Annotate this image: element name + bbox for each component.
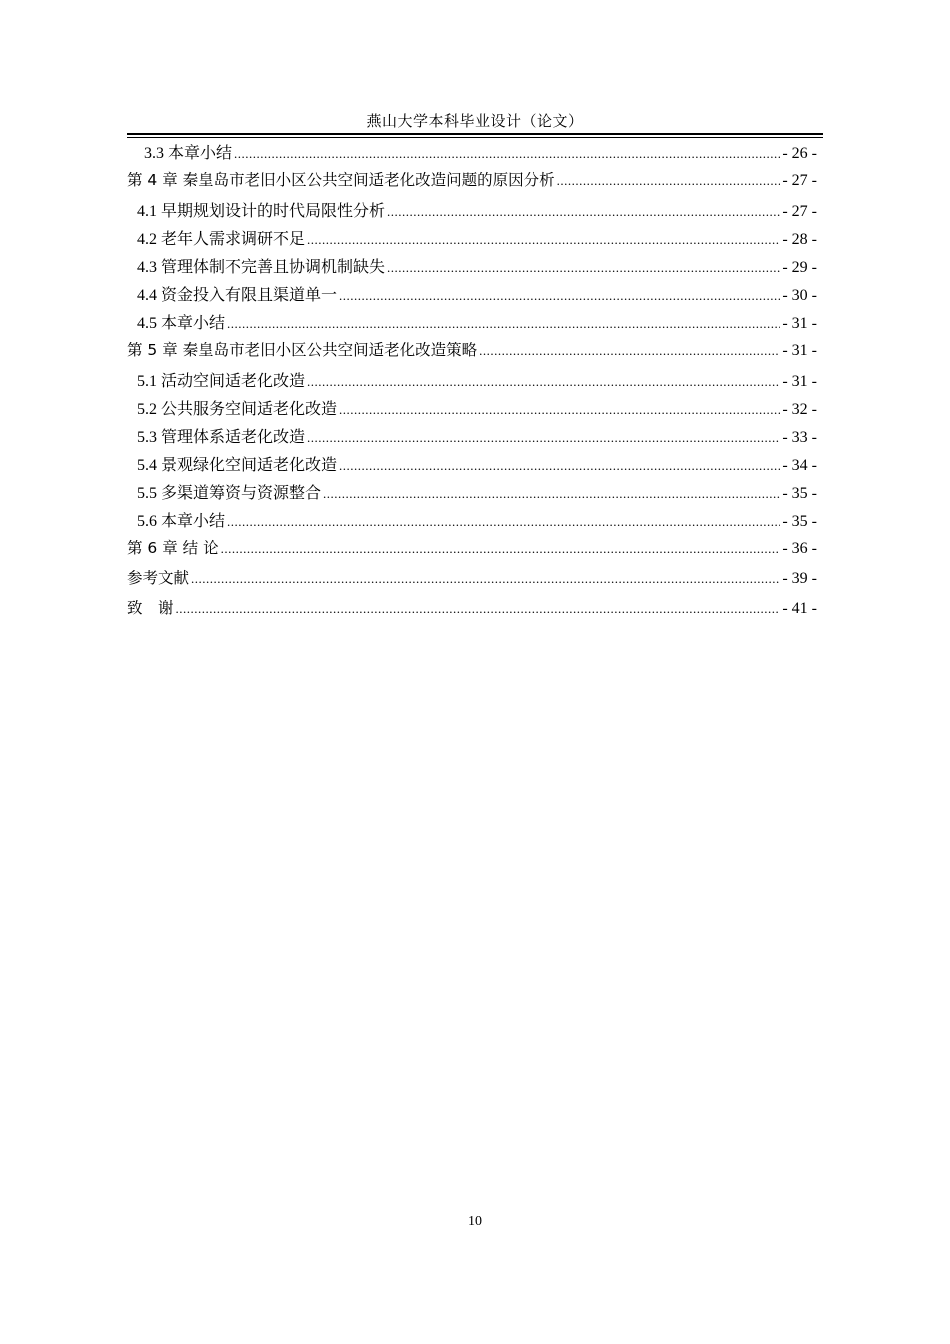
toc-section-entry[interactable]	[127, 226, 817, 254]
toc-dot-leader	[176, 601, 781, 617]
toc-dot-leader	[339, 402, 780, 418]
toc-entry-page-number: - 31 -	[782, 342, 817, 359]
toc-section-entry[interactable]	[127, 508, 817, 536]
toc-dot-leader	[387, 204, 780, 220]
toc-dot-leader	[234, 146, 780, 162]
toc-entry-title: 4.5 本章小结	[137, 315, 226, 332]
toc-section-entry[interactable]	[127, 254, 817, 282]
toc-entry-page-number: - 35 -	[782, 513, 817, 530]
toc-entry-page-number: - 35 -	[782, 485, 817, 502]
toc-entry-page-number: - 30 -	[782, 287, 817, 304]
toc-entry-title: 5.3 管理体系适老化改造	[137, 429, 306, 446]
toc-section-entry[interactable]	[127, 282, 817, 310]
toc-dot-leader	[307, 374, 780, 390]
toc-chapter-entry[interactable]	[127, 566, 817, 596]
toc-dot-leader	[227, 316, 780, 332]
toc-dot-leader	[387, 260, 780, 276]
header-rule-thick	[127, 133, 823, 135]
toc-entry-page-number: - 28 -	[782, 231, 817, 248]
toc-dot-leader	[307, 232, 780, 248]
toc-entry-page-number: - 41 -	[782, 600, 817, 617]
toc-entry-title: 4.3 管理体制不完善且协调机制缺失	[137, 259, 386, 276]
toc-chapter-entry[interactable]	[127, 536, 817, 566]
toc-chapter-entry[interactable]	[127, 338, 817, 368]
toc-entry-page-number: - 32 -	[782, 401, 817, 418]
table-of-contents	[127, 140, 817, 626]
toc-entry-title: 5.4 景观绿化空间适老化改造	[137, 457, 338, 474]
toc-entry-title: 4.4 资金投入有限且渠道单一	[137, 287, 338, 304]
toc-entry-title: 3.3 本章小结	[144, 145, 233, 162]
toc-entry-page-number: - 27 -	[782, 203, 817, 220]
toc-entry-page-number: - 26 -	[782, 145, 817, 162]
toc-dot-leader	[227, 514, 780, 530]
toc-entry-title: 5.1 活动空间适老化改造	[137, 373, 306, 390]
toc-entry-title: 4.2 老年人需求调研不足	[137, 231, 306, 248]
toc-chapter-entry[interactable]	[127, 168, 817, 198]
toc-section-entry[interactable]	[127, 396, 817, 424]
toc-dot-leader	[221, 541, 781, 557]
toc-dot-leader	[307, 430, 780, 446]
toc-entry-page-number: - 27 -	[782, 172, 817, 189]
toc-dot-leader	[339, 458, 780, 474]
toc-section-entry[interactable]	[127, 368, 817, 396]
toc-entry-page-number: - 34 -	[782, 457, 817, 474]
toc-entry-title: 参考文献	[127, 569, 190, 587]
toc-section-entry[interactable]	[127, 310, 817, 338]
toc-section-entry[interactable]	[127, 452, 817, 480]
toc-section-entry[interactable]	[127, 424, 817, 452]
toc-entry-title: 第 6 章 结 论	[127, 539, 219, 557]
toc-entry-title: 致 谢	[127, 599, 174, 617]
toc-entry-title: 5.6 本章小结	[137, 513, 226, 530]
toc-entry-page-number: - 36 -	[782, 540, 817, 557]
toc-entry-title: 5.5 多渠道筹资与资源整合	[137, 485, 322, 502]
toc-entry-title: 4.1 早期规划设计的时代局限性分析	[137, 203, 386, 220]
toc-chapter-entry[interactable]	[127, 596, 817, 626]
header-rule-thin	[127, 137, 823, 138]
toc-dot-leader	[479, 343, 780, 359]
toc-section-entry[interactable]	[127, 140, 817, 168]
toc-section-entry[interactable]	[127, 198, 817, 226]
toc-entry-page-number: - 31 -	[782, 315, 817, 332]
toc-dot-leader	[557, 173, 781, 189]
toc-dot-leader	[323, 486, 780, 502]
toc-entry-title: 第 5 章 秦皇岛市老旧小区公共空间适老化改造策略	[127, 341, 478, 359]
toc-entry-page-number: - 33 -	[782, 429, 817, 446]
toc-dot-leader	[191, 571, 780, 587]
toc-entry-title: 5.2 公共服务空间适老化改造	[137, 401, 338, 418]
toc-entry-page-number: - 39 -	[782, 570, 817, 587]
toc-dot-leader	[339, 288, 780, 304]
page-number: 10	[468, 1214, 482, 1229]
toc-entry-page-number: - 29 -	[782, 259, 817, 276]
toc-section-entry[interactable]	[127, 480, 817, 508]
page-header-title: 燕山大学本科毕业设计（论文）	[366, 114, 584, 130]
toc-entry-page-number: - 31 -	[782, 373, 817, 390]
toc-entry-title: 第 4 章 秦皇岛市老旧小区公共空间适老化改造问题的原因分析	[127, 171, 555, 189]
